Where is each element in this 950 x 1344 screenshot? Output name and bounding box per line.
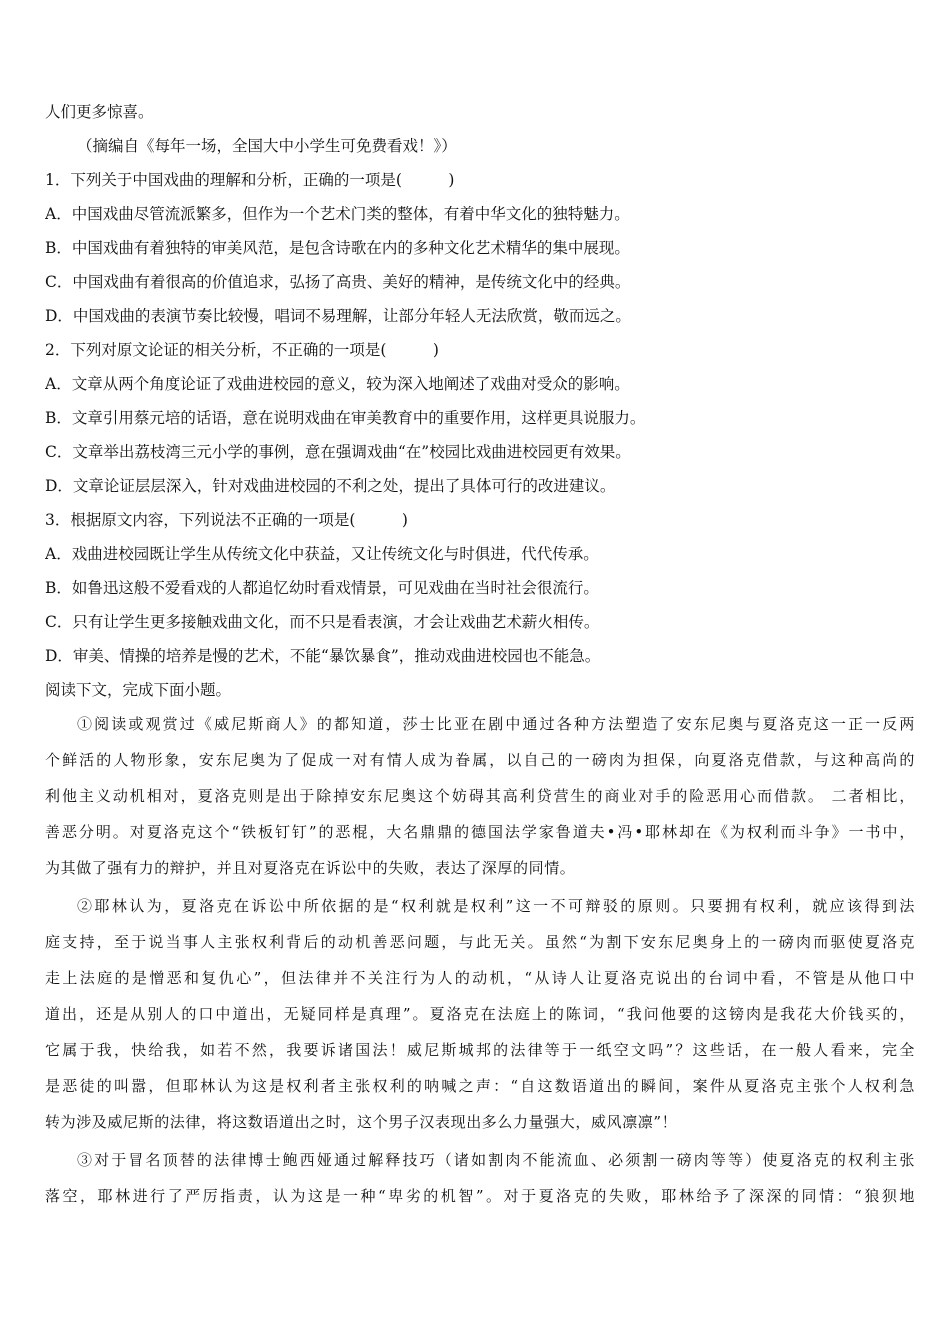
passage-line: 道出，还是从别人的口中道出，无疑同样是真理”。夏洛克在法庭上的陈词，“我问他要的这镑肉是我花大价钱买的， xyxy=(45,1005,915,1023)
question-2-option-c: C．文章举出荔枝湾三元小学的事例，意在强调戏曲“在”校园比戏曲进校园更有效果。 xyxy=(45,443,631,461)
question-2-stem: 2．下列对原文论证的相关分析，不正确的一项是( ) xyxy=(45,341,439,359)
text-line: 人们更多惊喜。 xyxy=(45,103,154,121)
question-1-stem: 1．下列关于中国戏曲的理解和分析，正确的一项是( ) xyxy=(45,171,455,189)
question-3-option-b: B．如鲁迅这般不爱看戏的人都追忆幼时看戏情景，可见戏曲在当时社会很流行。 xyxy=(45,579,599,597)
question-3-option-a: A．戏曲进校园既让学生从传统文化中获益，又让传统文化与时俱进，代代传承。 xyxy=(45,545,599,563)
passage-line: 转为涉及威尼斯的法律，将这数语道出之时，这个男子汉表现出多么力量强大，威风凛凛”！ xyxy=(45,1113,678,1131)
question-3-option-c: C．只有让学生更多接触戏曲文化，而不只是看表演，才会让戏曲艺术薪火相传。 xyxy=(45,613,600,631)
passage-line: 为其做了强有力的辩护，并且对夏洛克在诉讼中的失败，表达了深厚的同情。 xyxy=(45,859,576,877)
question-2-option-d: D．文章论证层层深入，针对戏曲进校园的不利之处，提出了具体可行的改进建议。 xyxy=(45,477,616,495)
question-2-option-a: A．文章从两个角度论证了戏曲进校园的意义，较为深入地阐述了戏曲对受众的影响。 xyxy=(45,375,630,393)
source-citation: （摘编自《每年一场，全国大中小学生可免费看戏！》） xyxy=(77,137,457,155)
question-3-option-d: D．审美、情操的培养是慢的艺术，不能“暴饮暴食”，推动戏曲进校园也不能急。 xyxy=(45,647,601,665)
passage-line: ③对于冒名顶替的法律博士鲍西娅通过解释技巧（诸如割肉不能流血、必须割一磅肉等等）使夏洛克的权利主张 xyxy=(77,1151,915,1169)
passage-line: 个鲜活的人物形象，安东尼奥为了促成一对有情人成为眷属，以自己的一磅肉为担保，向夏洛克借款，与这种高尚的 xyxy=(45,751,915,769)
question-1-option-a: A．中国戏曲尽管流派繁多，但作为一个艺术门类的整体，有着中华文化的独特魅力。 xyxy=(45,205,630,223)
passage-line: 利他主义动机相对，夏洛克则是出于除掉安东尼奥这个妨碍其高利贷营生的商业对手的险恶用心而借款。 二者相比， xyxy=(45,787,915,805)
reading-instruction: 阅读下文，完成下面小题。 xyxy=(45,681,232,699)
passage-line: 它属于我，快给我，如若不然，我要诉诸国法！威尼斯城邦的法律等于一纸空文吗”？这些话，在一般人看来，完全 xyxy=(45,1041,915,1059)
passage-line: 善恶分明。对夏洛克这个“铁板钉钉”的恶棍，大名鼎鼎的德国法学家鲁道夫•冯•耶林却在《为权利而斗争》一书中， xyxy=(45,823,915,841)
passage-line: 是恶徒的叫嚣，但耶林认为这是权利者主张权利的呐喊之声：“自这数语道出的瞬间，案件从夏洛克主张个人权利急 xyxy=(45,1077,915,1095)
passage-line: ①阅读或观赏过《威尼斯商人》的都知道，莎士比亚在剧中通过各种方法塑造了安东尼奥与夏洛克这一正一反两 xyxy=(77,715,915,733)
passage-line: 落空，耶林进行了严厉指责，认为这是一种“卑劣的机智”。对于夏洛克的失败，耶林给予了深深的同情：“狼狈地 xyxy=(45,1187,915,1205)
passage-line: 庭支持，至于说当事人主张权利背后的动机善恶问题，与此无关。虽然“为割下安东尼奥身上的一磅肉而驱使夏洛克 xyxy=(45,933,915,951)
question-3-stem: 3．根据原文内容，下列说法不正确的一项是( ) xyxy=(45,511,408,529)
passage-line: ②耶林认为，夏洛克在诉讼中所依据的是“权利就是权利”这一不可辩驳的原则。只要拥有权利，就应该得到法 xyxy=(77,897,915,915)
question-1-option-c: C．中国戏曲有着很高的价值追求，弘扬了高贵、美好的精神，是传统文化中的经典。 xyxy=(45,273,631,291)
question-2-option-b: B．文章引用蔡元培的话语，意在说明戏曲在审美教育中的重要作用，这样更具说服力。 xyxy=(45,409,646,427)
question-1-option-b: B．中国戏曲有着独特的审美风范，是包含诗歌在内的多种文化艺术精华的集中展现。 xyxy=(45,239,630,257)
passage-line: 走上法庭的是憎恶和复仇心”，但法律并不关注行为人的动机，“从诗人让夏洛克说出的台词中看，不管是从他口中 xyxy=(45,969,915,987)
question-1-option-d: D．中国戏曲的表演节奏比较慢，唱词不易理解，让部分年轻人无法欣赏，敬而远之。 xyxy=(45,307,631,325)
